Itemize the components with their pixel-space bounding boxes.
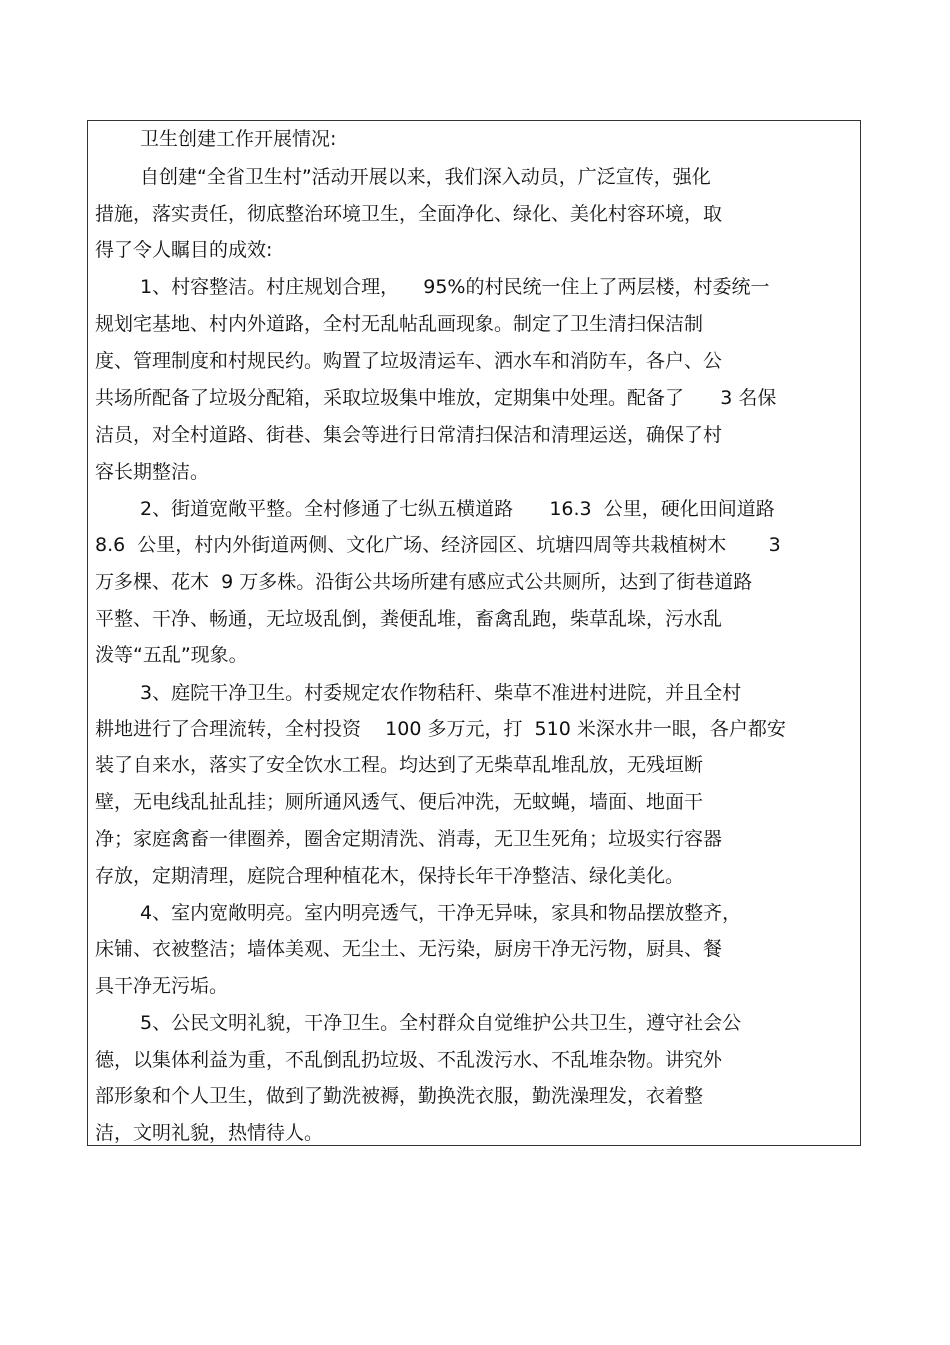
text-line: 部形象和个人卫生，做到了勤洗被褥，勤换洗衣服，勤洗澡理发，衣着整 [95, 1085, 704, 1107]
text-line: 规划宅基地、村内外道路，全村无乱帖乱画现象。制定了卫生清扫保洁制 [95, 313, 704, 335]
text-line: 洁员，对全村道路、街巷、集会等进行日常清扫保洁和清理运送，确保了村 [95, 424, 723, 446]
text-line: 共场所配备了垃圾分配箱，采取垃圾集中堆放，定期集中处理。配备了 3 名保 [95, 387, 777, 409]
section-heading: 卫生创建工作开展情况: [140, 128, 337, 150]
text-line: 净；家庭禽畜一律圈养，圈舍定期清洗、消毒，无卫生死角；垃圾实行容器 [95, 828, 723, 850]
text-line: 床铺、衣被整洁；墙体美观、无尘土、无污染，厨房干净无污物，厨具、餐 [95, 938, 723, 960]
text-line: 1、村容整洁。村庄规划合理， 95%的村民统一住上了两层楼，村委统一 [140, 276, 770, 298]
text-line: 5、公民文明礼貌，干净卫生。全村群众自觉维护公共卫生，遵守社会公 [140, 1012, 742, 1034]
text-line: 具干净无污垢。 [95, 975, 229, 997]
text-line: 泼等“五乱”现象。 [95, 644, 248, 666]
text-line: 洁，文明礼貌，热情待人。 [95, 1122, 324, 1144]
text-line: 平整、干净、畅通，无垃圾乱倒，粪便乱堆，畜禽乱跑，柴草乱垛，污水乱 [95, 608, 723, 630]
text-line: 容长期整洁。 [95, 461, 210, 483]
text-line: 4、室内宽敞明亮。室内明亮透气，干净无异味，家具和物品摆放整齐， [140, 902, 742, 924]
text-line: 措施，落实责任，彻底整治环境卫生，全面净化、绿化、美化村容环境，取 [95, 203, 723, 225]
text-line: 3、庭院干净卫生。村委规定农作物秸秆、柴草不准进村进院，并且全村 [140, 682, 742, 704]
text-line: 自创建“全省卫生村”活动开展以来，我们深入动员，广泛宣传，强化 [140, 166, 711, 188]
text-line: 8.6 公里，村内外街道两侧、文化广场、经济园区、坑塘四周等共栽植树木 3 [95, 534, 781, 556]
text-line: 得了令人瞩目的成效: [95, 239, 273, 261]
text-line: 存放，定期清理，庭院合理种植花木，保持长年干净整洁、绿化美化。 [95, 865, 685, 887]
text-line: 德，以集体利益为重，不乱倒乱扔垃圾、不乱泼污水、不乱堆杂物。讲究外 [95, 1049, 723, 1071]
text-line: 耕地进行了合理流转，全村投资 100 多万元，打 510 米深水井一眼，各户都安 [95, 718, 786, 740]
text-line: 壁，无电线乱扯乱挂；厕所通风透气、便后冲洗，无蚊蝇，墙面、地面干 [95, 791, 704, 813]
text-line: 2、街道宽敞平整。全村修通了七纵五横道路 16.3 公里，硬化田间道路 [140, 498, 775, 520]
text-line: 装了自来水，落实了安全饮水工程。均达到了无柴草乱堆乱放，无残垣断 [95, 754, 704, 776]
text-line: 万多棵、花木 9 万多株。沿街公共场所建有感应式公共厕所，达到了街巷道路 [95, 571, 753, 593]
text-line: 度、管理制度和村规民约。购置了垃圾清运车、洒水车和消防车，各户、公 [95, 350, 723, 372]
